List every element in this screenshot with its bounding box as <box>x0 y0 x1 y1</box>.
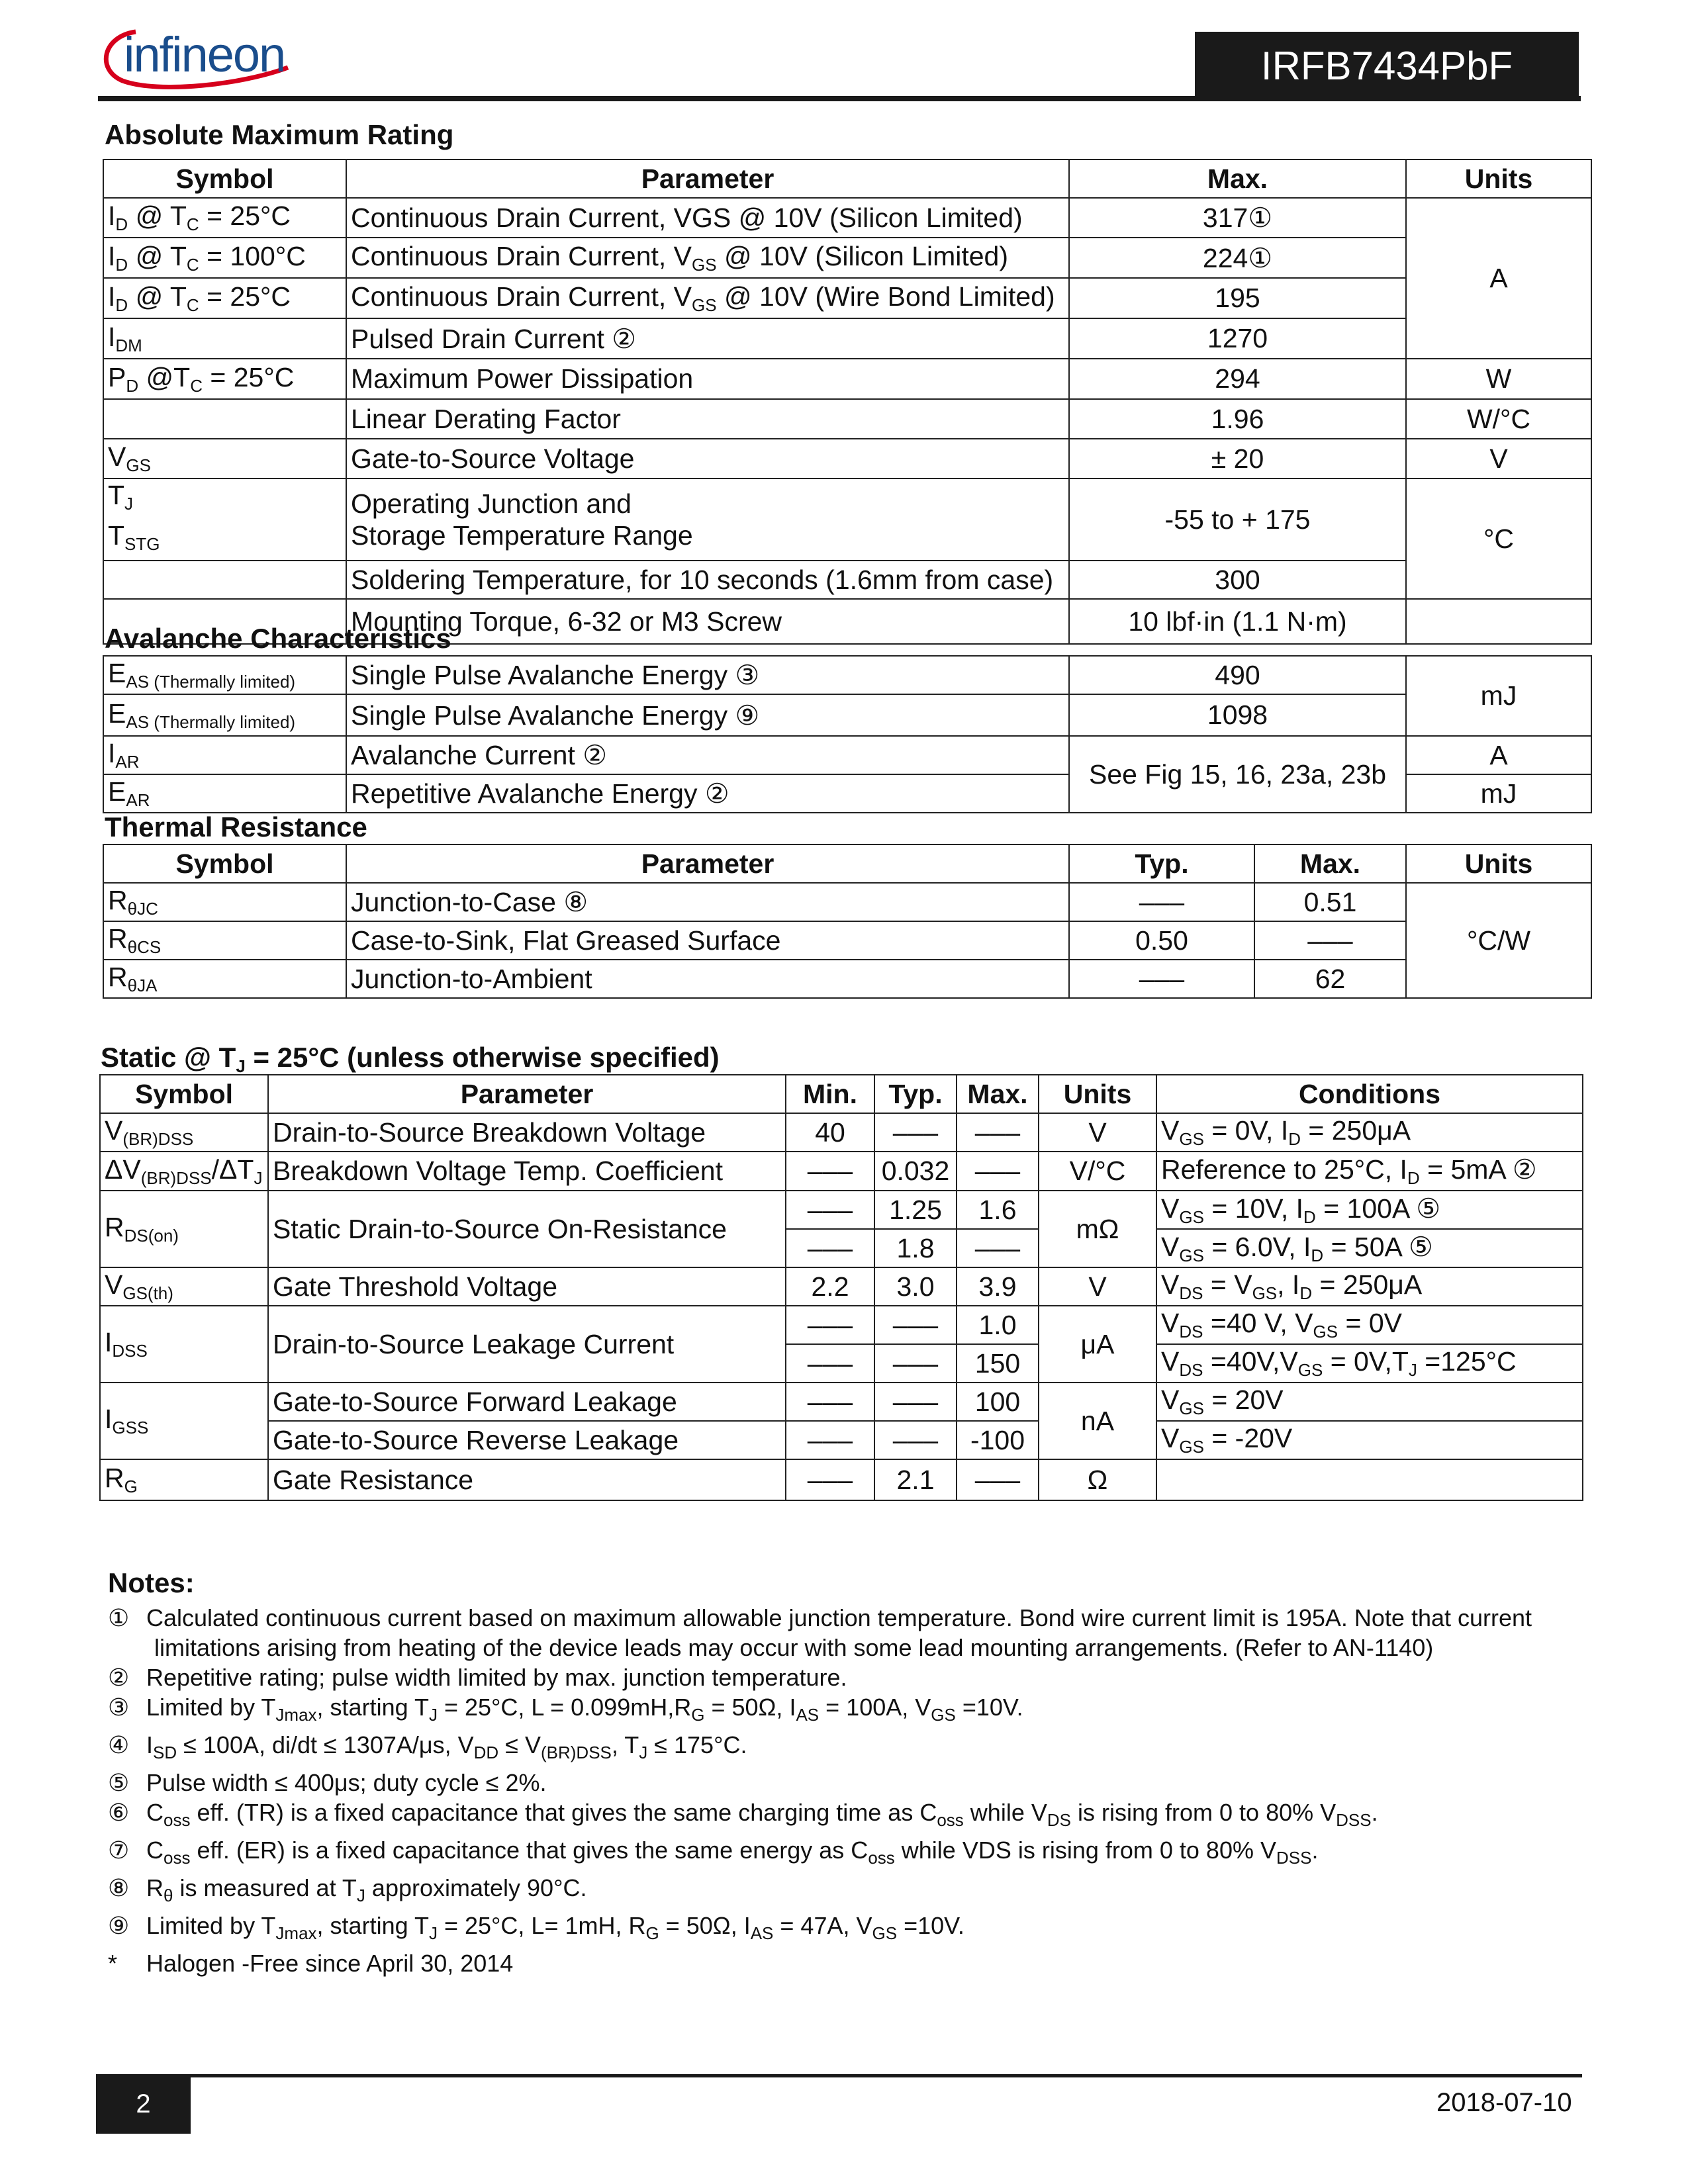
param: Static Drain-to-Source On-Resistance <box>268 1191 786 1267</box>
max-value: ––– <box>1254 921 1406 960</box>
param: Repetitive Avalanche Energy ② <box>346 774 1069 813</box>
condition: Reference to 25°C, $I_D = 5mA$ ② <box>1156 1152 1583 1191</box>
unit-a: A <box>1406 736 1591 774</box>
max-value: ––– <box>957 1459 1039 1500</box>
typ-value: 0.032 <box>874 1152 957 1191</box>
param: Gate Resistance <box>268 1459 786 1500</box>
min-value: ––– <box>786 1383 874 1421</box>
symbol-rja: $R_{\theta JA}$ <box>103 960 346 998</box>
unit-celsius: °C <box>1406 478 1591 599</box>
param: Junction-to-Ambient <box>346 960 1069 998</box>
revision-date: 2018-07-10 <box>1436 2088 1572 2117</box>
min-value: ––– <box>786 1306 874 1344</box>
condition: $V_{GS} = 20V$ <box>1156 1383 1583 1421</box>
symbol-id-25: $I_D$ @ $T_C = 25^\circ C$ <box>103 198 346 238</box>
symbol-tj-tstg: $T_J$ $T_{STG}$ <box>103 478 346 561</box>
symbol-dvbrdss: $\Delta V_{(BR)DSS}/\Delta T_J$ <box>100 1152 268 1191</box>
symbol-id-25-wire: $I_D$ @ $T_C = 25^\circ C$ <box>103 278 346 318</box>
min-value: ––– <box>786 1191 874 1229</box>
col-parameter: Parameter <box>346 844 1069 883</box>
notes-title: Notes: <box>108 1567 195 1598</box>
symbol-id-100: $I_D$ @ $T_C = 100^\circ C$ <box>103 238 346 278</box>
max-value: 10 lbf·in (1.1 N·m) <box>1069 599 1406 644</box>
unit: nA <box>1039 1383 1156 1459</box>
col-max: Max. <box>957 1075 1039 1113</box>
max-value: 294 <box>1069 359 1406 399</box>
note-continuation: limitations arising from heating of the device leads may occur with some lead mounting arrangements. (Refer to AN-1140) <box>154 1634 1434 1661</box>
max-value: -100 <box>957 1421 1039 1459</box>
param: Linear Derating Factor <box>346 399 1069 439</box>
min-value: 2.2 <box>786 1267 874 1306</box>
note-item: ⑥ $C_{oss}$ eff. (TR) is a fixed capacitance that gives the same charging time as $C_{oss}$ while $V_{DS}$ is rising from 0 to 80% $V_{DSS}$. <box>108 1799 1378 1830</box>
min-value: ––– <box>786 1229 874 1267</box>
min-value: ––– <box>786 1421 874 1459</box>
symbol-rcs: $R_{\theta CS}$ <box>103 921 346 960</box>
min-value: ––– <box>786 1152 874 1191</box>
symbol-igss: $I_{GSS}$ <box>100 1383 268 1459</box>
max-value: ––– <box>957 1229 1039 1267</box>
note-item: ④ $I_{SD} \le 100A$, di/dt ≤ 1307A/μs, $V_{DD} \le V_{(BR)DSS}$, $T_J \le 175^\circ C$. <box>108 1731 747 1762</box>
typ-value: ––– <box>874 1421 957 1459</box>
col-min: Min. <box>786 1075 874 1113</box>
col-units: Units <box>1039 1075 1156 1113</box>
avalanche-title: Avalanche Characteristics <box>105 623 451 654</box>
symbol-idm: $I_{DM}$ <box>103 318 346 359</box>
max-value: 1.6 <box>957 1191 1039 1229</box>
symbol-vgs: $V_{GS}$ <box>103 439 346 478</box>
max-value: 1.0 <box>957 1306 1039 1344</box>
symbol-eas: $E_{AS (Thermally limited)}$ <box>103 694 346 736</box>
col-parameter: Parameter <box>268 1075 786 1113</box>
typ-value: 1.8 <box>874 1229 957 1267</box>
param: Drain-to-Source Leakage Current <box>268 1306 786 1383</box>
symbol-empty <box>103 399 346 439</box>
unit-w-per-c: W/°C <box>1406 399 1591 439</box>
max-value: 224① <box>1069 238 1406 278</box>
avalanche-table <box>103 655 1592 813</box>
condition: $V_{DS} =40V,V_{GS} = 0V,T_J =125^\circ C$ <box>1156 1344 1583 1383</box>
unit: V <box>1039 1267 1156 1306</box>
max-value: -55 to + 175 <box>1069 478 1406 561</box>
symbol-pd: $P_D$ $@T_C = 25^\circ C$ <box>103 359 346 399</box>
bottom-rule <box>96 2074 1582 2077</box>
symbol-rg: $R_G$ <box>100 1459 268 1500</box>
max-value: 150 <box>957 1344 1039 1383</box>
part-number: IRFB7434PbF <box>1195 32 1579 99</box>
unit: V/°C <box>1039 1152 1156 1191</box>
typ-value: 0.50 <box>1069 921 1254 960</box>
logo-text: infineon <box>124 27 285 82</box>
param: Junction-to-Case ⑧ <box>346 883 1069 921</box>
unit-v: V <box>1406 439 1591 478</box>
unit-mj: mJ <box>1406 656 1591 736</box>
typ-value: ––– <box>1069 883 1254 921</box>
thermal-title: Thermal Resistance <box>105 811 367 842</box>
thermal-table <box>103 844 1592 999</box>
condition <box>1156 1459 1583 1500</box>
param: Gate-to-Source Reverse Leakage <box>268 1421 786 1459</box>
typ-value: ––– <box>874 1344 957 1383</box>
max-value: 195 <box>1069 278 1406 318</box>
min-value: 40 <box>786 1113 874 1152</box>
col-symbol: Symbol <box>103 159 346 198</box>
symbol-iar: $I_{AR}$ <box>103 736 346 774</box>
condition: $V_{GS} = 10V$, $I_D = 100A$ ⑤ <box>1156 1191 1583 1229</box>
param: Continuous Drain Current, $V_{GS}$ @ 10V (Wire Bond Limited) <box>346 278 1069 318</box>
col-max: Max. <box>1254 844 1406 883</box>
param: Drain-to-Source Breakdown Voltage <box>268 1113 786 1152</box>
max-value: 0.51 <box>1254 883 1406 921</box>
max-value: 100 <box>957 1383 1039 1421</box>
note-item: ② Repetitive rating; pulse width limited by max. junction temperature. <box>108 1664 847 1691</box>
col-symbol: Symbol <box>100 1075 268 1113</box>
condition: $V_{GS} = -20V$ <box>1156 1421 1583 1459</box>
symbol-eas: $E_{AS (Thermally limited)}$ <box>103 656 346 694</box>
note-item: * Halogen -Free since April 30, 2014 <box>108 1950 514 1977</box>
abs-max-title: Absolute Maximum Rating <box>105 119 454 150</box>
param: Pulsed Drain Current ② <box>346 318 1069 359</box>
symbol-ear: $E_{AR}$ <box>103 774 346 813</box>
value: 1098 <box>1069 694 1406 736</box>
condition: $V_{GS} = 6.0V$, $I_D = 50A$ ⑤ <box>1156 1229 1583 1267</box>
max-value: 62 <box>1254 960 1406 998</box>
unit-empty <box>1406 599 1591 644</box>
notes <box>108 1567 1591 1978</box>
max-value: ± 20 <box>1069 439 1406 478</box>
symbol-rjc: $R_{\theta JC}$ <box>103 883 346 921</box>
symbol-vgsth: $V_{GS(th)}$ <box>100 1267 268 1306</box>
typ-value: ––– <box>874 1306 957 1344</box>
symbol-idss: $I_{DSS}$ <box>100 1306 268 1383</box>
col-units: Units <box>1406 159 1591 198</box>
top-rule <box>98 96 1581 101</box>
static-title: Static @ $T_J = 25^\circ C$ (unless otherwise specified) <box>101 1042 720 1076</box>
max-value: 1270 <box>1069 318 1406 359</box>
note-item: ① Calculated continuous current based on maximum allowable junction temperature. Bond wire current limit is 195A. Note that current <box>108 1604 1532 1631</box>
page-number: 2 <box>96 2074 191 2134</box>
col-max: Max. <box>1069 159 1406 198</box>
note-item: ⑤ Pulse width ≤ 400μs; duty cycle ≤ 2%. <box>108 1769 547 1796</box>
typ-value: ––– <box>874 1383 957 1421</box>
max-value: 317① <box>1069 198 1406 238</box>
note-item: ③ Limited by $T_{Jmax}$, starting $T_J = 25^\circ C$, $L = 0.099mH,R_G = 50\Omega$, $I_{AS} = 100A$, $V_{GS} =10V$. <box>108 1694 1023 1725</box>
typ-value: 3.0 <box>874 1267 957 1306</box>
max-value: ––– <box>957 1152 1039 1191</box>
unit: μA <box>1039 1306 1156 1383</box>
param: Maximum Power Dissipation <box>346 359 1069 399</box>
param: Continuous Drain Current, VGS @ 10V (Silicon Limited) <box>346 198 1069 238</box>
col-conditions: Conditions <box>1156 1075 1583 1113</box>
unit: V <box>1039 1113 1156 1152</box>
condition: $V_{DS} = V_{GS}$, $I_D = 250\mu A$ <box>1156 1267 1583 1306</box>
param: Gate-to-Source Voltage <box>346 439 1069 478</box>
param: Continuous Drain Current, $V_{GS}$ @ 10V (Silicon Limited) <box>346 238 1069 278</box>
unit-w: W <box>1406 359 1591 399</box>
max-value: 300 <box>1069 561 1406 599</box>
param: Operating Junction and Storage Temperature Range <box>346 478 1069 561</box>
unit: Ω <box>1039 1459 1156 1500</box>
note-item: ⑨ Limited by $T_{Jmax}$, starting $T_J = 25^\circ C$, L= 1mH, $R_G = 50\Omega$, $I_{AS} = 47A$, $V_{GS} =10V$. <box>108 1912 964 1943</box>
param: Gate-to-Source Forward Leakage <box>268 1383 786 1421</box>
typ-value: 2.1 <box>874 1459 957 1500</box>
unit: mΩ <box>1039 1191 1156 1267</box>
see-fig: See Fig 15, 16, 23a, 23b <box>1069 736 1406 813</box>
max-value: 1.96 <box>1069 399 1406 439</box>
param: Single Pulse Avalanche Energy ③ <box>346 656 1069 694</box>
min-value: ––– <box>786 1344 874 1383</box>
param: Gate Threshold Voltage <box>268 1267 786 1306</box>
max-value: 3.9 <box>957 1267 1039 1306</box>
condition: $V_{DS} =40$ V, $V_{GS} = 0V$ <box>1156 1306 1583 1344</box>
typ-value: ––– <box>874 1113 957 1152</box>
param: Breakdown Voltage Temp. Coefficient <box>268 1152 786 1191</box>
note-item: ⑧ $R_\theta$ is measured at $T_J$ approximately 90°C. <box>108 1874 587 1905</box>
symbol-vbrdss: $V_{(BR)DSS}$ <box>100 1113 268 1152</box>
min-value: ––– <box>786 1459 874 1500</box>
col-typ: Typ. <box>1069 844 1254 883</box>
col-units: Units <box>1406 844 1591 883</box>
unit-mj: mJ <box>1406 774 1591 813</box>
col-parameter: Parameter <box>346 159 1069 198</box>
typ-value: ––– <box>1069 960 1254 998</box>
abs-max-table <box>103 159 1592 645</box>
value: 490 <box>1069 656 1406 694</box>
static-table <box>99 1074 1583 1501</box>
unit-cw: °C/W <box>1406 883 1591 998</box>
param: Single Pulse Avalanche Energy ⑨ <box>346 694 1069 736</box>
param: Case-to-Sink, Flat Greased Surface <box>346 921 1069 960</box>
param: Mounting Torque, 6-32 or M3 Screw <box>346 599 1069 644</box>
unit-a: A <box>1406 198 1591 359</box>
infineon-logo <box>96 20 295 96</box>
max-value: ––– <box>957 1113 1039 1152</box>
symbol-rdson: $R_{DS(on)}$ <box>100 1191 268 1267</box>
typ-value: 1.25 <box>874 1191 957 1229</box>
param: Soldering Temperature, for 10 seconds (1.6mm from case) <box>346 561 1069 599</box>
note-item: ⑦ $C_{oss}$ eff. (ER) is a fixed capacitance that gives the same energy as $C_{oss}$ while VDS is rising from 0 to 80% $V_{DSS}$. <box>108 1837 1319 1868</box>
symbol-empty <box>103 561 346 599</box>
param: Avalanche Current ② <box>346 736 1069 774</box>
condition: $V_{GS} = 0V$, $I_D = 250\mu A$ <box>1156 1113 1583 1152</box>
col-symbol: Symbol <box>103 844 346 883</box>
col-typ: Typ. <box>874 1075 957 1113</box>
